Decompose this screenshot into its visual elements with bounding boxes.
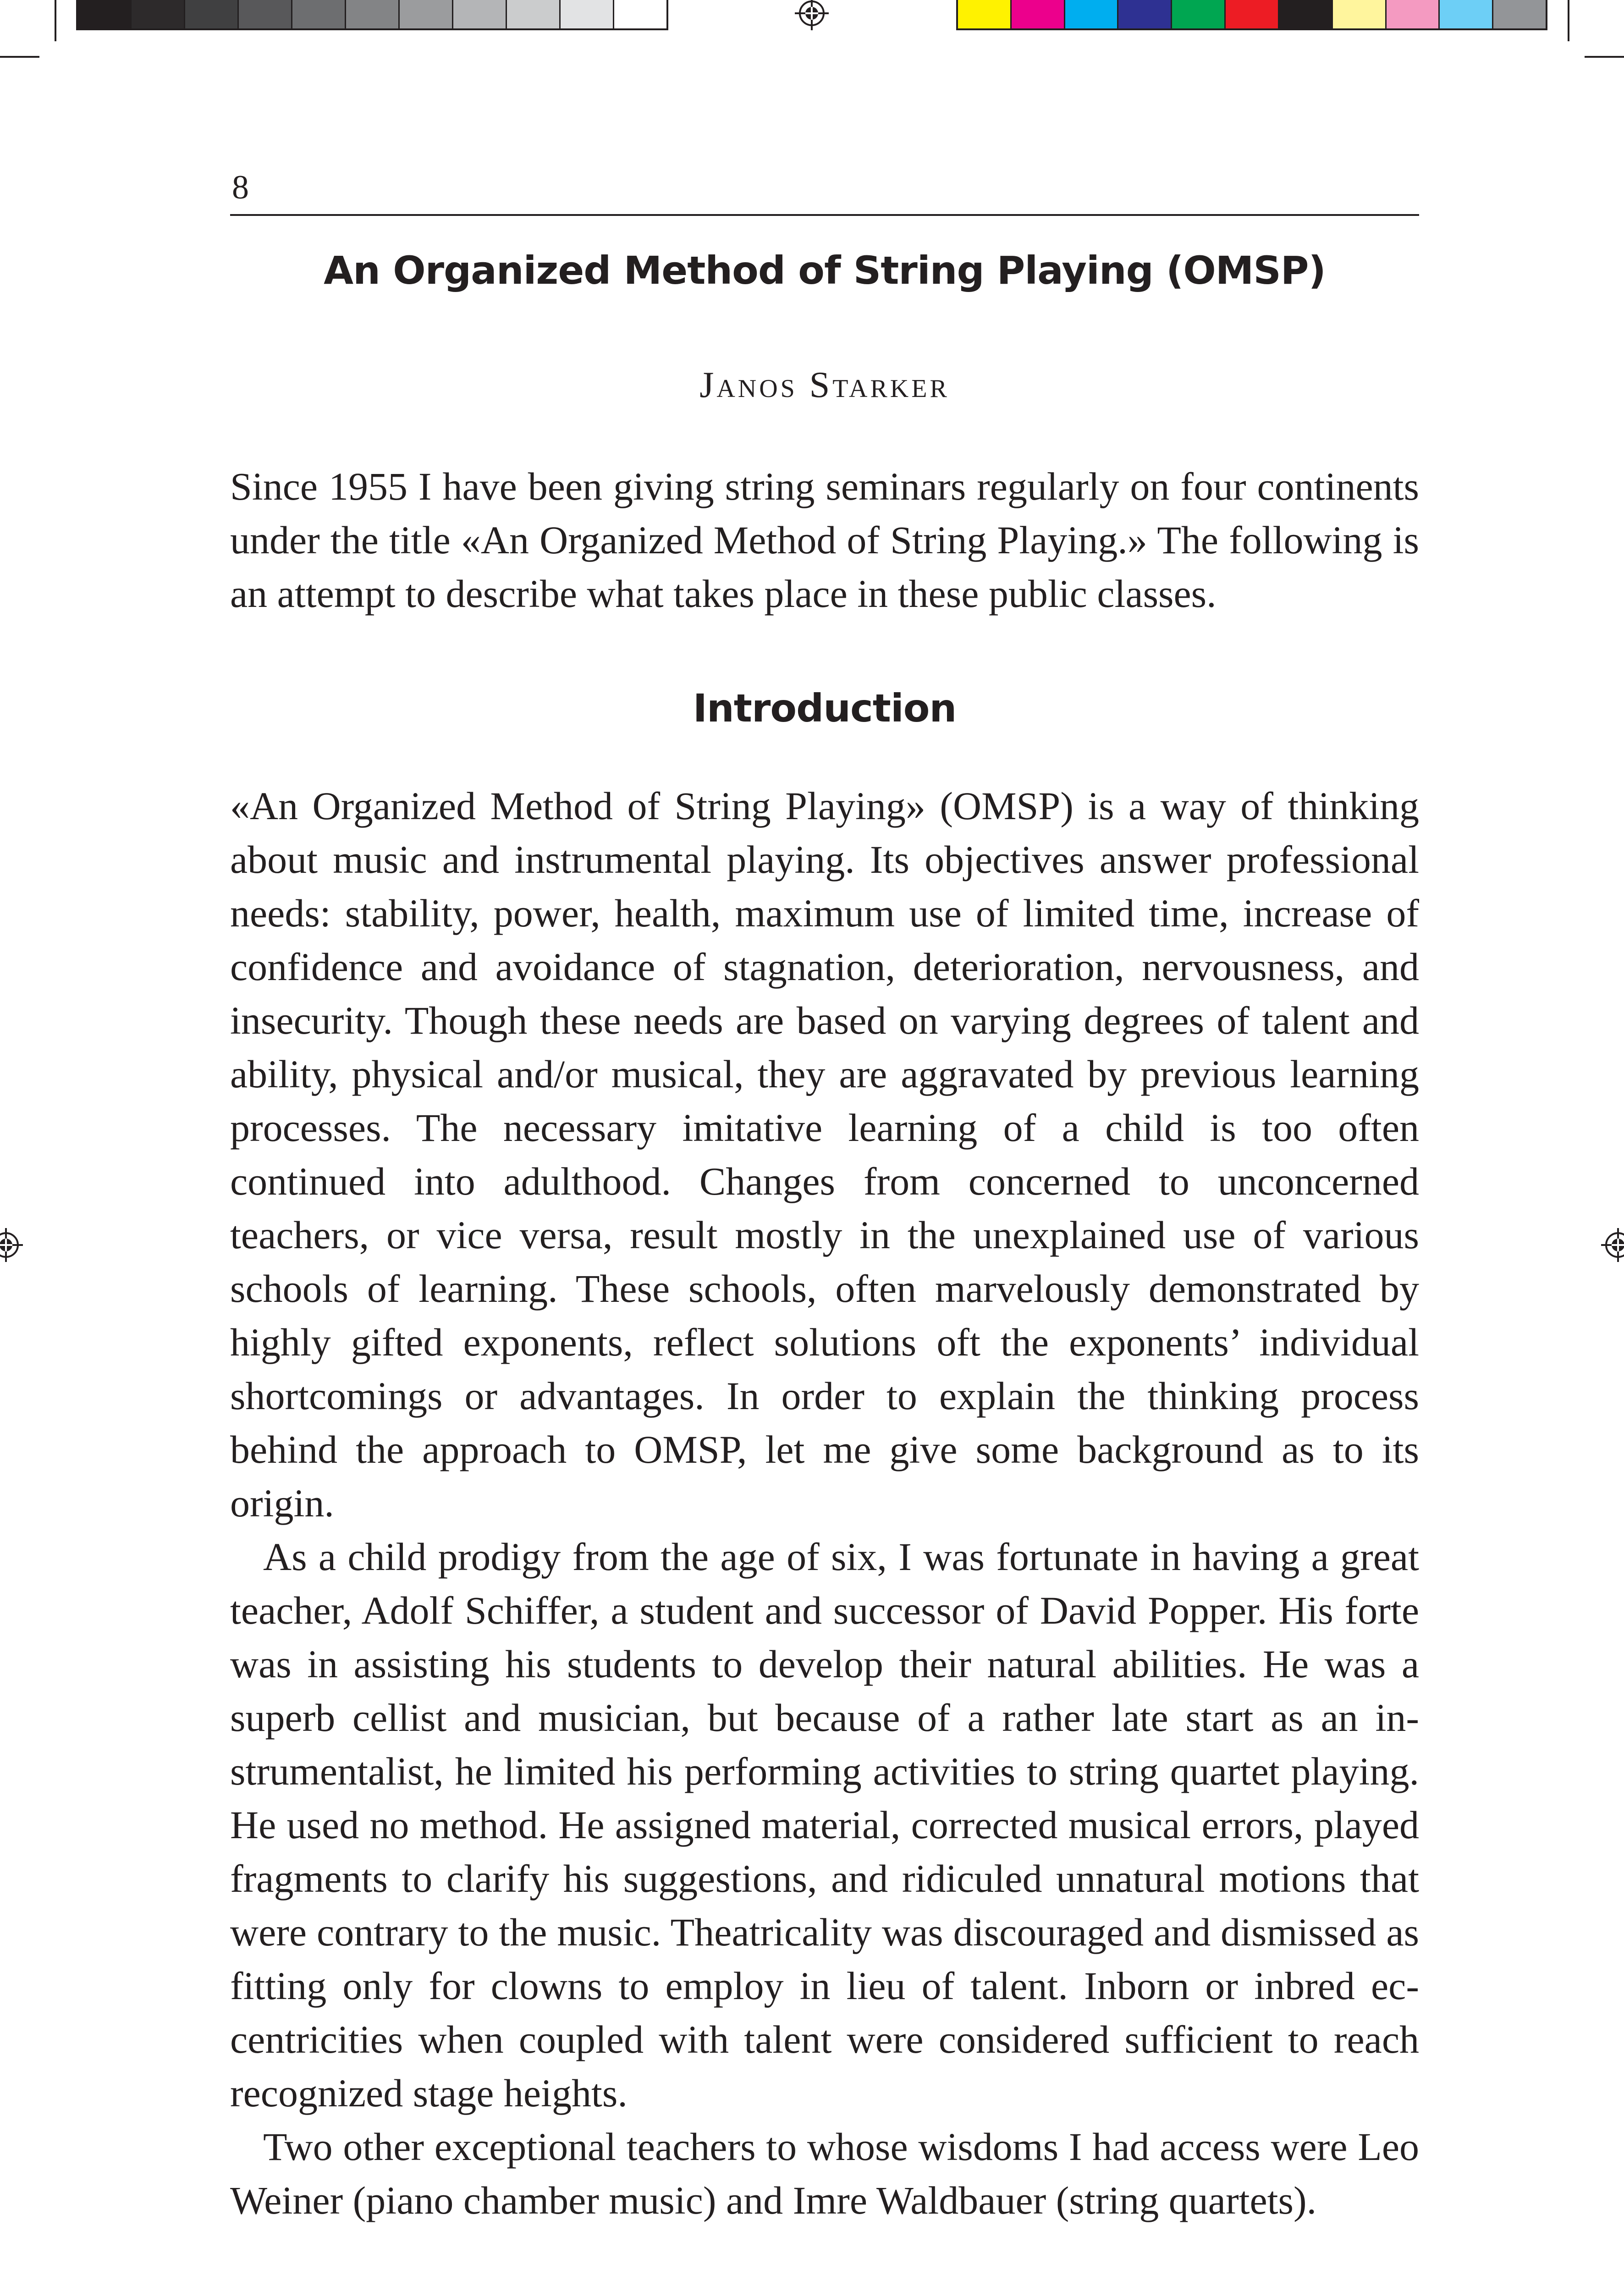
color-swatch — [1333, 0, 1387, 28]
color-swatch — [1172, 0, 1226, 28]
color-swatch — [614, 0, 666, 28]
intro-text: Since 1955 I have been giving string seminars regularly on four continents under the title «An Organized Method of String Playing.» The following is an attempt to describe what takes place in these public classes. — [230, 464, 1419, 616]
color-swatch — [1387, 0, 1440, 28]
article-title: An Organized Method of String Playing (OMSP) — [324, 248, 1326, 293]
crop-mark — [55, 0, 56, 41]
color-swatch — [400, 0, 453, 28]
crop-mark — [0, 56, 39, 58]
color-swatch — [507, 0, 561, 28]
paragraph: As a child prodigy from the age of six, I was fortunate in having a great teacher, Adolf Schiffer, a student and successor of David Popper. His forte was in assisting his students to develop their natural abilities. He was a superb cellist and musician, but because of a rather late start as an instrumentalist, he limited his performing activities to string quartet playing. He used no method. He assigned material, corrected musical errors, played fragments to clarify his suggestions, and ridiculed unnatural motions that were contrary to the music. Theatricality was discouraged and dismissed as fitting only for clowns to employ in lieu of talent. Inborn or inbred eccentricities when coupled with talent were considered sufficient to reach recognized stage heights. — [230, 1535, 1419, 2115]
paragraph: Two other exceptional teachers to whose wisdoms I had access were Leo Weiner (piano chamber music) and Imre Waldbauer (string quartets). — [230, 2125, 1419, 2222]
registration-mark-icon — [794, 0, 830, 31]
color-swatch — [1493, 0, 1546, 28]
body-text — [230, 779, 1419, 2227]
color-swatch — [561, 0, 614, 28]
intro-paragraph — [230, 460, 1419, 621]
registration-mark-icon — [0, 1227, 24, 1263]
color-swatch — [958, 0, 1012, 28]
crop-mark — [1568, 0, 1569, 41]
page-number: 8 — [232, 169, 249, 206]
color-swatch — [78, 0, 132, 28]
color-swatch — [346, 0, 400, 28]
crop-mark — [1585, 56, 1624, 58]
color-swatch — [185, 0, 239, 28]
grayscale-color-bar — [76, 0, 668, 30]
color-swatch — [453, 0, 507, 28]
color-swatch — [1012, 0, 1065, 28]
color-swatch — [1440, 0, 1493, 28]
registration-mark-icon — [1600, 1227, 1624, 1263]
process-color-bar — [956, 0, 1547, 30]
author-name: Janos Starker — [699, 365, 950, 405]
color-swatch — [239, 0, 292, 28]
color-swatch — [1226, 0, 1279, 28]
header-rule — [230, 214, 1419, 216]
paragraph: «An Organized Method of String Playing» (OMSP) is a way of thinking about music and instrumental playing. Its objectives answer professional needs: stability, power, health, maximum use of limited time, increase of confidence and avoidance of stagnation, deterioration, nervousness, and insecurity. Though these needs are based on varying degrees of talent and ability, physical and/or musical, they are aggravated by previous learning processes. The necessary imitative learning of a child is too often continued into adulthood. Changes from concerned to unconcerned teachers, or vice versa, result mostly in the unexplained use of various schools of learning. These schools, often marvelously demonstrated by highly gifted exponents, reflect solutions oft the exponents’ individual shortcomings or advantages. In order to explain the thinking process behind the approach to OMSP, let me give some background as to its origin. — [230, 784, 1419, 1525]
color-swatch — [1118, 0, 1172, 28]
color-swatch — [132, 0, 185, 28]
color-swatch — [1279, 0, 1333, 28]
section-heading: Introduction — [693, 686, 957, 731]
color-swatch — [1065, 0, 1119, 28]
color-swatch — [292, 0, 346, 28]
